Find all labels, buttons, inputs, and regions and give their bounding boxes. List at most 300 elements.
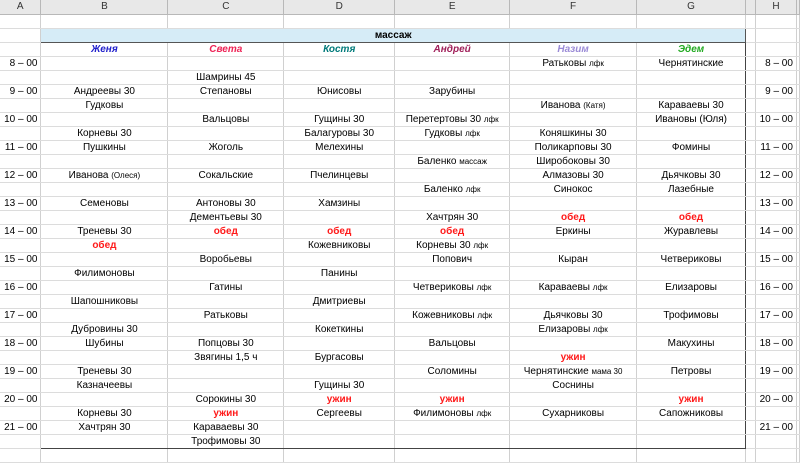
schedule-cell[interactable] (284, 323, 395, 337)
schedule-cell[interactable] (395, 337, 510, 351)
schedule-cell[interactable] (41, 197, 168, 211)
schedule-cell[interactable] (168, 351, 284, 365)
schedule-cell[interactable] (637, 211, 746, 225)
time-label[interactable] (0, 71, 41, 85)
appointment-text: Кожевниковы (307, 239, 371, 251)
appointment-text: Пчелинцевы (310, 169, 369, 181)
schedule-cell[interactable] (168, 323, 284, 337)
appointment-text: мама 30 (591, 366, 623, 376)
appointment-text: Караваевы 30 (193, 421, 259, 433)
time-label[interactable]: 14 – 00 (0, 225, 41, 239)
schedule-cell[interactable] (510, 295, 637, 309)
schedule-cell[interactable] (284, 281, 395, 295)
appointment-text: (Олеся) (111, 170, 141, 180)
appointment-text: Антоновы 30 (195, 197, 256, 209)
schedule-cell[interactable] (284, 267, 395, 281)
schedule-cell[interactable] (284, 113, 395, 127)
schedule-cell[interactable] (637, 197, 746, 211)
schedule-cell[interactable] (284, 239, 395, 253)
schedule-cell[interactable] (637, 127, 746, 141)
schedule-cell[interactable] (637, 85, 746, 99)
time-label[interactable] (0, 379, 41, 393)
schedule-cell[interactable] (510, 225, 637, 239)
schedule-cell[interactable] (168, 239, 284, 253)
appointment-text: Дубровины 30 (71, 323, 138, 335)
appointment-text: Фомины (671, 141, 711, 153)
col-header-f[interactable]: F (510, 0, 637, 15)
schedule-cell[interactable] (510, 393, 637, 407)
schedule-cell[interactable] (168, 281, 284, 295)
schedule-row (0, 155, 800, 169)
time-label-right[interactable] (755, 71, 796, 85)
schedule-cell[interactable] (510, 435, 637, 449)
time-label[interactable]: 15 – 00 (0, 253, 41, 267)
appointment-text: Ратьковы (203, 309, 248, 321)
schedule-row (0, 379, 800, 393)
appointment-text: Ивановы (Юля) (655, 113, 727, 125)
schedule-cell[interactable] (510, 407, 637, 421)
schedule-cell[interactable] (510, 85, 637, 99)
schedule-cell[interactable] (510, 211, 637, 225)
schedule-cell[interactable] (510, 365, 637, 379)
time-label-right[interactable]: 17 – 00 (755, 309, 796, 323)
time-label-right[interactable] (755, 211, 796, 225)
schedule-cell[interactable] (637, 295, 746, 309)
schedule-row (0, 309, 800, 323)
appointment-text: Филимоновы (413, 407, 477, 419)
schedule-cell[interactable] (395, 267, 510, 281)
schedule-cell[interactable] (168, 253, 284, 267)
schedule-cell[interactable] (284, 365, 395, 379)
schedule-cell[interactable] (41, 99, 168, 113)
title-row (0, 29, 800, 43)
schedule-cell[interactable] (395, 183, 510, 197)
schedule-cell[interactable] (637, 183, 746, 197)
time-label[interactable] (0, 127, 41, 141)
schedule-cell[interactable] (637, 323, 746, 337)
schedule-cell[interactable] (284, 421, 395, 435)
schedule-cell[interactable] (41, 267, 168, 281)
time-label-right[interactable] (755, 127, 796, 141)
schedule-cell[interactable] (637, 141, 746, 155)
break-label: ужин (326, 393, 352, 405)
schedule-cell[interactable] (41, 211, 168, 225)
schedule-cell[interactable] (168, 267, 284, 281)
schedule-cell[interactable] (395, 407, 510, 421)
schedule-cell[interactable] (168, 421, 284, 435)
time-label-right[interactable] (755, 99, 796, 113)
schedule-cell[interactable] (168, 169, 284, 183)
schedule-cell[interactable] (395, 253, 510, 267)
schedule-cell[interactable] (510, 57, 637, 71)
schedule-title[interactable]: массаж (41, 29, 746, 43)
time-label[interactable] (0, 435, 41, 449)
appointment-text: лфк (476, 282, 492, 292)
schedule-cell[interactable] (168, 99, 284, 113)
time-label-right[interactable]: 14 – 00 (755, 225, 796, 239)
schedule-cell[interactable] (637, 155, 746, 169)
schedule-cell[interactable] (510, 99, 637, 113)
appointment-text: лфк (465, 184, 481, 194)
schedule-cell[interactable] (395, 71, 510, 85)
schedule-cell[interactable] (41, 57, 168, 71)
schedule-cell[interactable] (41, 239, 168, 253)
time-label-right[interactable]: 16 – 00 (755, 281, 796, 295)
schedule-cell[interactable] (510, 337, 637, 351)
schedule-cell[interactable] (395, 323, 510, 337)
appointment-text: Сухарниковы (542, 407, 605, 419)
appointment-text: Кожевниковы (412, 309, 478, 321)
appointment-text: (Катя) (583, 100, 606, 110)
person-name-3[interactable]: Андрей (395, 43, 510, 57)
schedule-cell[interactable] (284, 141, 395, 155)
schedule-cell[interactable] (168, 211, 284, 225)
appointment-text: Зарубины (429, 85, 476, 97)
time-label-right[interactable]: 21 – 00 (755, 421, 796, 435)
appointment-text: Андреевы 30 (73, 85, 135, 97)
schedule-cell[interactable] (637, 393, 746, 407)
schedule-cell[interactable] (510, 183, 637, 197)
schedule-cell[interactable] (510, 281, 637, 295)
schedule-cell[interactable] (637, 435, 746, 449)
schedule-cell[interactable] (41, 337, 168, 351)
appointment-text: Попович (432, 253, 473, 265)
schedule-cell[interactable] (168, 183, 284, 197)
schedule-row (0, 393, 800, 407)
time-label[interactable]: 16 – 00 (0, 281, 41, 295)
appointment-text: Жоголь (208, 141, 244, 153)
col-header-blank[interactable] (745, 0, 755, 15)
schedule-cell[interactable] (41, 393, 168, 407)
time-label[interactable]: 20 – 00 (0, 393, 41, 407)
schedule-cell[interactable] (284, 309, 395, 323)
schedule-cell[interactable] (395, 351, 510, 365)
schedule-cell[interactable] (284, 127, 395, 141)
schedule-cell[interactable] (284, 337, 395, 351)
appointment-text: Сергеевы (316, 407, 362, 419)
schedule-cell[interactable] (41, 295, 168, 309)
schedule-cell[interactable] (168, 337, 284, 351)
schedule-cell[interactable] (41, 435, 168, 449)
schedule-cell[interactable] (284, 211, 395, 225)
schedule-cell[interactable] (41, 351, 168, 365)
schedule-cell[interactable] (41, 407, 168, 421)
schedule-row (0, 225, 800, 239)
schedule-cell[interactable] (395, 127, 510, 141)
appointment-text: Сокальские (198, 169, 254, 181)
schedule-cell[interactable] (41, 127, 168, 141)
schedule-cell[interactable] (510, 351, 637, 365)
col-header-a[interactable]: A (0, 0, 41, 15)
appointment-text: Поликарповы 30 (534, 141, 612, 153)
appointment-text: Треневы 30 (77, 225, 132, 237)
schedule-cell[interactable] (168, 141, 284, 155)
schedule-cell[interactable] (637, 421, 746, 435)
schedule-cell[interactable] (41, 365, 168, 379)
schedule-cell[interactable] (510, 253, 637, 267)
schedule-cell[interactable] (168, 197, 284, 211)
schedule-cell[interactable] (395, 211, 510, 225)
schedule-cell[interactable] (284, 393, 395, 407)
schedule-cell[interactable] (395, 169, 510, 183)
break-label: ужин (213, 407, 239, 419)
schedule-cell[interactable] (510, 239, 637, 253)
schedule-cell[interactable] (395, 365, 510, 379)
schedule-row (0, 197, 800, 211)
schedule-cell[interactable] (637, 57, 746, 71)
schedule-cell[interactable] (41, 113, 168, 127)
schedule-cell[interactable] (395, 393, 510, 407)
time-label[interactable]: 17 – 00 (0, 309, 41, 323)
time-label-right[interactable]: 12 – 00 (755, 169, 796, 183)
schedule-cell[interactable] (168, 113, 284, 127)
schedule-cell[interactable] (168, 57, 284, 71)
appointment-text: Чернятинские (523, 365, 592, 377)
person-name-2[interactable]: Костя (284, 43, 395, 57)
schedule-cell[interactable] (395, 141, 510, 155)
schedule-cell[interactable] (168, 85, 284, 99)
time-label[interactable] (0, 183, 41, 197)
col-header-d[interactable]: D (284, 0, 395, 15)
schedule-cell[interactable] (284, 197, 395, 211)
schedule-cell[interactable] (510, 169, 637, 183)
schedule-cell[interactable] (637, 365, 746, 379)
schedule-cell[interactable] (41, 323, 168, 337)
appointment-text: Елизаровы (538, 323, 594, 335)
schedule-cell[interactable] (41, 169, 168, 183)
appointment-text: Соломины (427, 365, 477, 377)
time-label[interactable] (0, 295, 41, 309)
appointment-text: Коняшкины 30 (539, 127, 607, 139)
schedule-cell[interactable] (395, 225, 510, 239)
schedule-row (0, 365, 800, 379)
time-label-right[interactable] (755, 183, 796, 197)
appointment-text: Макухины (667, 337, 715, 349)
time-label-right[interactable]: 15 – 00 (755, 253, 796, 267)
schedule-cell[interactable] (168, 379, 284, 393)
schedule-cell[interactable] (637, 239, 746, 253)
time-label-right[interactable] (755, 267, 796, 281)
time-label[interactable]: 10 – 00 (0, 113, 41, 127)
col-header-b[interactable]: B (41, 0, 168, 15)
schedule-cell[interactable] (637, 379, 746, 393)
schedule-cell[interactable] (168, 295, 284, 309)
schedule-cell[interactable] (168, 225, 284, 239)
schedule-cell[interactable] (41, 421, 168, 435)
schedule-cell[interactable] (395, 309, 510, 323)
col-header-e[interactable]: E (395, 0, 510, 15)
schedule-cell[interactable] (284, 225, 395, 239)
schedule-cell[interactable] (168, 435, 284, 449)
time-label-right[interactable] (755, 295, 796, 309)
time-label[interactable] (0, 155, 41, 169)
schedule-cell[interactable] (284, 169, 395, 183)
time-label[interactable] (0, 267, 41, 281)
schedule-cell[interactable] (637, 281, 746, 295)
time-label[interactable] (0, 323, 41, 337)
schedule-cell[interactable] (395, 379, 510, 393)
schedule-cell[interactable] (510, 267, 637, 281)
schedule-cell[interactable] (637, 407, 746, 421)
time-label[interactable] (0, 99, 41, 113)
time-label-right[interactable]: 18 – 00 (755, 337, 796, 351)
person-name-1[interactable]: Света (168, 43, 284, 57)
schedule-cell[interactable] (637, 99, 746, 113)
schedule-cell[interactable] (395, 239, 510, 253)
schedule-cell[interactable] (41, 309, 168, 323)
schedule-cell[interactable] (41, 281, 168, 295)
time-label-right[interactable]: 11 – 00 (755, 141, 796, 155)
schedule-cell[interactable] (284, 295, 395, 309)
appointment-text: лфк (593, 324, 608, 334)
schedule-cell[interactable] (395, 99, 510, 113)
schedule-cell[interactable] (284, 183, 395, 197)
time-label[interactable] (0, 407, 41, 421)
time-label-right[interactable] (755, 351, 796, 365)
col-header-h[interactable]: H (755, 0, 796, 15)
break-label: обед (92, 239, 117, 251)
appointment-text: Вальцовы (202, 113, 250, 125)
time-label-right[interactable] (755, 155, 796, 169)
schedule-cell[interactable] (41, 379, 168, 393)
schedule-cell[interactable] (41, 141, 168, 155)
appointment-text: Сапожниковы (658, 407, 724, 419)
schedule-cell[interactable] (395, 197, 510, 211)
schedule-cell[interactable] (510, 309, 637, 323)
schedule-cell[interactable] (637, 309, 746, 323)
schedule-cell[interactable] (41, 253, 168, 267)
appointment-text: Шубины (85, 337, 124, 349)
time-label-right[interactable]: 9 – 00 (755, 85, 796, 99)
schedule-cell[interactable] (510, 197, 637, 211)
break-label: ужин (678, 393, 704, 405)
time-label-right[interactable] (755, 407, 796, 421)
schedule-cell[interactable] (41, 155, 168, 169)
time-label-right[interactable] (755, 379, 796, 393)
appointment-text: Лазебные (668, 183, 714, 195)
names-row (0, 43, 800, 57)
schedule-cell[interactable] (637, 267, 746, 281)
time-label[interactable]: 11 – 00 (0, 141, 41, 155)
col-header-g[interactable]: G (637, 0, 746, 15)
person-name-4[interactable]: Назим (510, 43, 637, 57)
schedule-cell[interactable] (284, 253, 395, 267)
schedule-cell[interactable] (637, 337, 746, 351)
time-label-right[interactable]: 19 – 00 (755, 365, 796, 379)
appointment-text: лфк (465, 128, 480, 138)
schedule-cell[interactable] (637, 71, 746, 85)
schedule-cell[interactable] (395, 281, 510, 295)
schedule-cell[interactable] (284, 351, 395, 365)
time-label-right[interactable] (755, 239, 796, 253)
schedule-cell[interactable] (510, 127, 637, 141)
schedule-cell[interactable] (284, 435, 395, 449)
schedule-cell[interactable] (395, 435, 510, 449)
appointment-text: Четвериковы (412, 281, 477, 293)
time-label-right[interactable]: 13 – 00 (755, 197, 796, 211)
schedule-row (0, 351, 800, 365)
schedule-cell[interactable] (395, 85, 510, 99)
time-label[interactable] (0, 239, 41, 253)
schedule-cell[interactable] (284, 379, 395, 393)
appointment-text: Воробьевы (199, 253, 252, 265)
time-label[interactable]: 9 – 00 (0, 85, 41, 99)
col-header-i[interactable] (796, 0, 799, 15)
time-label-right[interactable] (755, 323, 796, 337)
schedule-cell[interactable] (168, 407, 284, 421)
schedule-cell[interactable] (168, 71, 284, 85)
schedule-cell[interactable] (168, 155, 284, 169)
schedule-cell[interactable] (41, 225, 168, 239)
time-label[interactable]: 21 – 00 (0, 421, 41, 435)
schedule-cell[interactable] (284, 57, 395, 71)
time-label[interactable] (0, 211, 41, 225)
schedule-cell[interactable] (395, 57, 510, 71)
schedule-cell[interactable] (41, 183, 168, 197)
break-label: обед (327, 225, 352, 237)
schedule-cell[interactable] (168, 393, 284, 407)
schedule-cell[interactable] (284, 71, 395, 85)
schedule-cell[interactable] (168, 127, 284, 141)
time-label-right[interactable]: 10 – 00 (755, 113, 796, 127)
schedule-cell[interactable] (395, 155, 510, 169)
schedule-cell[interactable] (41, 71, 168, 85)
schedule-row (0, 337, 800, 351)
schedule-cell[interactable] (284, 407, 395, 421)
time-label[interactable]: 18 – 00 (0, 337, 41, 351)
appointment-text: Трофимовы (663, 309, 719, 321)
appointment-text: Шамрины 45 (196, 71, 256, 83)
time-label[interactable]: 12 – 00 (0, 169, 41, 183)
schedule-cell[interactable] (395, 421, 510, 435)
appointment-text: Трофимовы 30 (191, 435, 261, 447)
time-label[interactable]: 13 – 00 (0, 197, 41, 211)
schedule-cell[interactable] (284, 85, 395, 99)
time-label[interactable]: 8 – 00 (0, 57, 41, 71)
schedule-cell[interactable] (510, 323, 637, 337)
person-name-5[interactable]: Эдем (637, 43, 746, 57)
time-label-right[interactable]: 8 – 00 (755, 57, 796, 71)
schedule-cell[interactable] (510, 155, 637, 169)
schedule-cell[interactable] (510, 141, 637, 155)
schedule-cell[interactable] (168, 365, 284, 379)
schedule-cell[interactable] (637, 113, 746, 127)
schedule-cell[interactable] (637, 253, 746, 267)
schedule-cell[interactable] (510, 379, 637, 393)
col-header-c[interactable]: C (168, 0, 284, 15)
schedule-cell[interactable] (637, 225, 746, 239)
schedule-cell[interactable] (395, 113, 510, 127)
schedule-cell[interactable] (395, 295, 510, 309)
schedule-cell[interactable] (284, 99, 395, 113)
person-name-0[interactable]: Женя (41, 43, 168, 57)
time-label[interactable] (0, 351, 41, 365)
appointment-text: лфк (483, 114, 499, 124)
schedule-cell[interactable] (41, 85, 168, 99)
schedule-cell[interactable] (510, 421, 637, 435)
schedule-cell[interactable] (168, 309, 284, 323)
appointment-text: Гущины 30 (314, 379, 365, 391)
schedule-cell[interactable] (284, 155, 395, 169)
time-label-right[interactable] (755, 435, 796, 449)
schedule-cell[interactable] (510, 113, 637, 127)
appointment-text: Вальцовы (428, 337, 476, 349)
time-label[interactable]: 19 – 00 (0, 365, 41, 379)
time-label-right[interactable]: 20 – 00 (755, 393, 796, 407)
schedule-cell[interactable] (637, 169, 746, 183)
schedule-cell[interactable] (637, 351, 746, 365)
schedule-cell[interactable] (510, 71, 637, 85)
